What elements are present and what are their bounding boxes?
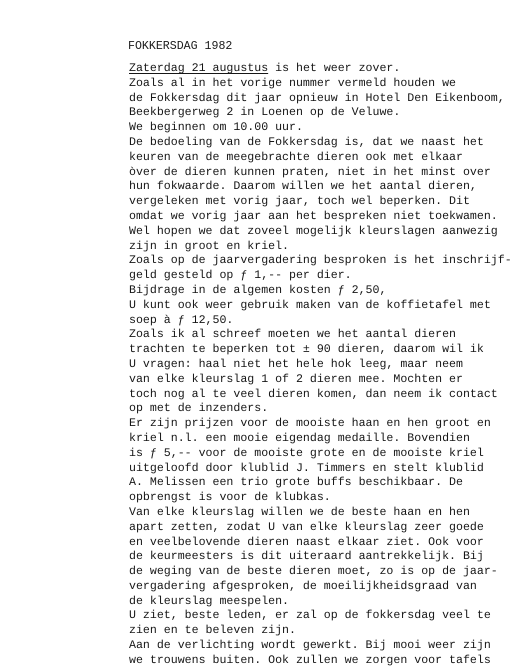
text-line: kriel n.l. een mooie eigendag medaille. Bovendien	[129, 431, 470, 445]
text-line: Zoals al in het vorige nummer vermeld houden we	[129, 76, 456, 90]
text-line: Zoals op de jaarvergadering besproken is het inschrijf-	[129, 254, 512, 268]
text-line: Wel hopen we dat zoveel mogelijk kleurslagen aanwezig	[129, 224, 498, 238]
text-line: Er zijn prijzen voor de mooiste haan en hen groot en	[129, 417, 491, 431]
opening-line-rest: is het weer zover.	[268, 62, 401, 75]
text-line: uitgeloofd door klublid J. Timmers en stelt klublid	[129, 461, 484, 475]
document-body	[129, 62, 512, 669]
text-line: U kunt ook weer gebruik maken van de koffietafel met	[129, 298, 491, 312]
text-line: A. Melissen een trio grote buffs beschikbaar. De	[129, 476, 463, 490]
opening-line	[129, 62, 499, 77]
text-line: is ƒ 5,-- voor de mooiste grote en de mooiste kriel	[129, 446, 484, 460]
text-line: We beginnen om 10.00 uur.	[129, 121, 303, 135]
text-line: we trouwens buiten. Ook zullen we zorgen voor tafels	[129, 653, 491, 667]
text-line: Beekbergerweg 2 in Loenen op de Veluwe.	[129, 106, 401, 120]
text-line: vergadering afgesproken, de moeilijkheidsgraad van	[129, 579, 477, 593]
text-line: Bijdrage in de algemen kosten ƒ 2,50,	[129, 283, 387, 297]
text-line: omdat we vorig jaar aan het bespreken niet toekwamen.	[129, 209, 498, 223]
text-line: De bedoeling van de Fokkersdag is, dat we naast het	[129, 135, 484, 149]
text-line: trachten te beperken tot ± 90 dieren, daarom wil ik	[129, 343, 484, 357]
text-line: van elke kleurslag 1 of 2 dieren mee. Mochten er	[129, 372, 463, 386]
text-line: soep à ƒ 12,50.	[129, 313, 234, 327]
text-line: zijn in groot en kriel.	[129, 239, 290, 253]
text-line: apart zetten, zodat U van elke kleurslag zeer goede	[129, 520, 484, 534]
document-title: FOKKERSDAG 1982	[128, 40, 233, 53]
text-line: de weging van de beste dieren moet, zo is op de jaar-	[129, 565, 498, 579]
text-line: Van elke kleurslag willen we de beste haan en hen	[129, 505, 470, 519]
text-line: en veelbelovende dieren naast elkaar ziet. Ook voor	[129, 535, 484, 549]
text-line: hun fokwaarde. Daarom willen we het aantal dieren,	[129, 180, 477, 194]
text-line: keuren van de meegebrachte dieren ook met elkaar	[129, 150, 463, 164]
text-line: zien en te beleven zijn.	[129, 624, 296, 638]
text-line: Zoals ik al schreef moeten we het aantal dieren	[129, 328, 456, 342]
text-line: toch nog al te veel dieren komen, dan neem ik contact	[129, 387, 498, 401]
event-date: Zaterdag 21 augustus	[129, 62, 269, 75]
text-line: de keurmeesters is dit uiteraard aantrekkelijk. Bij	[129, 550, 484, 564]
text-line: de Fokkersdag dit jaar opnieuw in Hotel Den Eikenboom,	[129, 91, 505, 105]
text-line: opbrengst is voor de klubkas.	[129, 491, 331, 505]
text-line: U ziet, beste leden, er zal op de fokkersdag veel te	[129, 609, 491, 623]
text-line: de kleurslag meespelen.	[129, 594, 290, 608]
text-line: òver de dieren kunnen praten, niet in het minst over	[129, 165, 491, 179]
text-line: geld gesteld op ƒ 1,-- per dier.	[129, 269, 352, 283]
text-line: vergeleken met vorig jaar, toch wel beperken. Dit	[129, 195, 470, 209]
text-line: Aan de verlichting wordt gewerkt. Bij mooi weer zijn	[129, 639, 491, 653]
text-line: op met de inzenders.	[129, 402, 269, 416]
text-line: U vragen: haal niet het hele hok leeg, maar neem	[129, 357, 463, 371]
